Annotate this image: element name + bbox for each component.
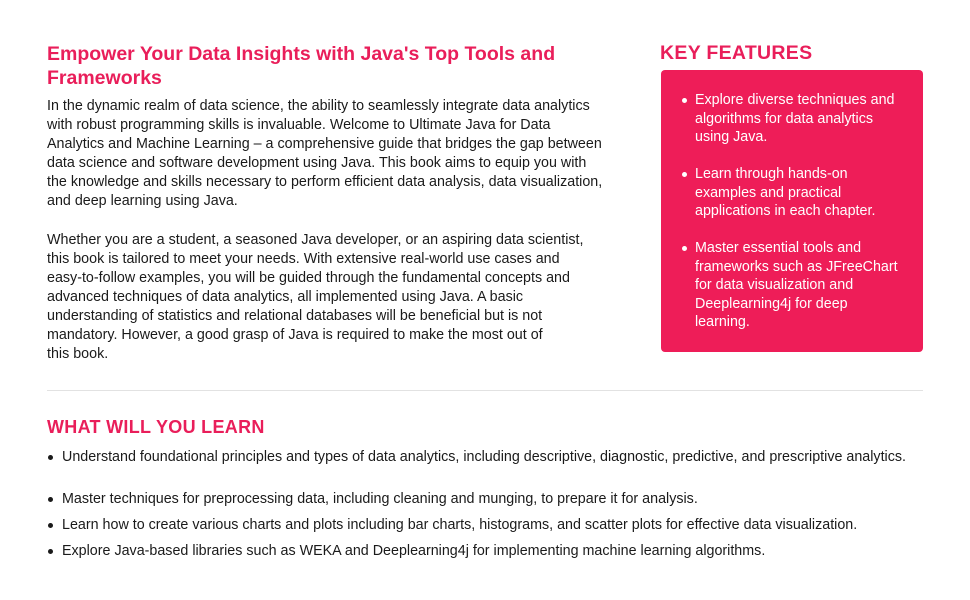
section-divider bbox=[47, 390, 923, 391]
key-feature-item: Explore diverse techniques and algorithms for data analytics using Java. bbox=[695, 92, 895, 146]
key-feature-item: Learn through hands-on examples and practical applications in each chapter. bbox=[695, 166, 876, 220]
learn-item: Master techniques for preprocessing data, including cleaning and munging, to prepare it for analysis. bbox=[62, 491, 922, 508]
key-features-box bbox=[661, 70, 923, 352]
intro-paragraph-2: Whether you are a student, a seasoned Java developer, or an aspiring data scientist, this book is tailored to meet your needs. With extensive real-world use cases and easy-to-follow examples, you will be guided through the fundamental concepts and advanced techniques of data analytics, all implemented using Java. A basic understanding of statistics and relational databases will be beneficial but is not mandatory. However, a good grasp of Java is required to make the most out of this book. bbox=[47, 232, 584, 362]
learn-item: Learn how to create various charts and plots including bar charts, histograms, and scatter plots for effective data visualization. bbox=[62, 517, 922, 534]
key-feature-item: Master essential tools and frameworks such as JFreeChart for data visualization and Deeplearning4j for deep learning. bbox=[695, 240, 898, 331]
key-features-heading: KEY FEATURES bbox=[660, 42, 813, 64]
intro-paragraph-1: In the dynamic realm of data science, the ability to seamlessly integrate data analytics with robust programming skills is invaluable. Welcome to Ultimate Java for Data Analytics and Machine Learning – a comprehensive guide that bridges the gap between data science and software development using Java. This book aims to equip you with the knowledge and skills necessary to perform efficient data analysis, data visualization, and deep learning using Java. bbox=[47, 98, 603, 209]
page-title: Empower Your Data Insights with Java's Top Tools and Frameworks bbox=[47, 43, 556, 89]
learn-item: Understand foundational principles and types of data analytics, including descriptive, diagnostic, predictive, and prescriptive analytics. bbox=[62, 449, 922, 466]
learn-item: Explore Java-based libraries such as WEKA and Deeplearning4j for implementing machine learning algorithms. bbox=[62, 543, 922, 560]
what-you-learn-heading: WHAT WILL YOU LEARN bbox=[47, 417, 265, 437]
